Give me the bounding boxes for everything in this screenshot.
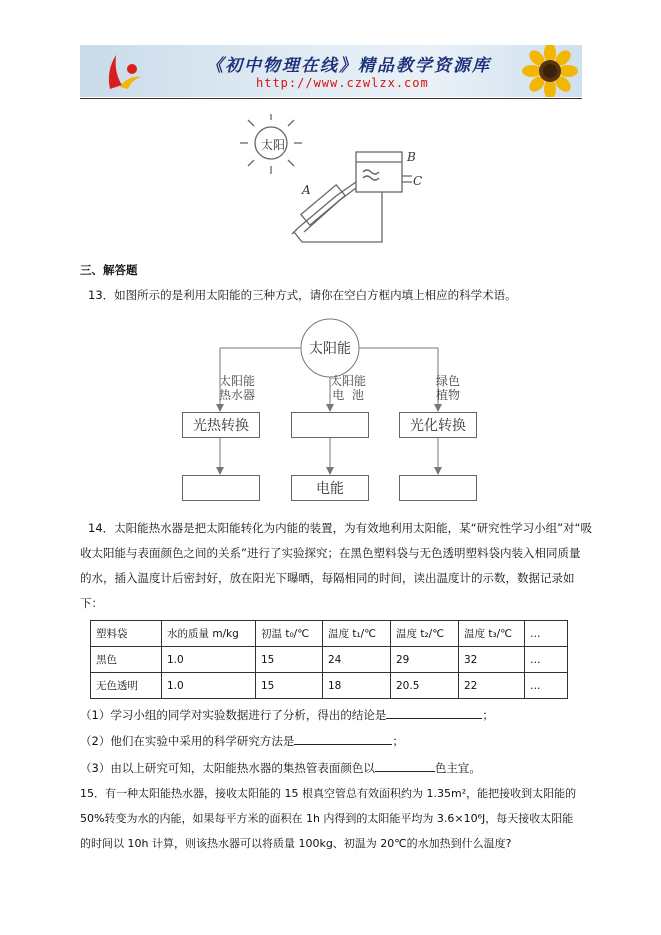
table-cell: 无色透明 <box>91 673 162 699</box>
answer-blank-1[interactable] <box>386 707 482 719</box>
table-cell: 24 <box>323 647 391 673</box>
label-solar-cell: 太阳能 电 池 <box>330 374 367 402</box>
box-electric-energy: 电能 <box>291 475 369 501</box>
table-row <box>91 673 568 699</box>
solar-heater-figure <box>230 110 430 250</box>
table-cell: 29 <box>391 647 459 673</box>
answer-blank-2[interactable] <box>294 733 392 745</box>
table-cell: … <box>525 673 568 699</box>
label-b: B <box>407 150 416 164</box>
table-cell: 黑色 <box>91 647 162 673</box>
table-cell: 15 <box>256 647 323 673</box>
q15-line1: 15．有一种太阳能热水器，接收太阳能的 15 根真空管总有效面积约为 1.35m²，能把接收到太阳能的 <box>80 787 577 800</box>
answer-blank-3[interactable] <box>375 760 435 772</box>
table-cell: 22 <box>459 673 525 699</box>
q14-line2: 收太阳能与表面颜色之间的关系”进行了实验探究；在黑色塑料袋与无色透明塑料袋内装入相同质量 <box>80 546 581 560</box>
q15-line2: 50%转变为水的内能，如果每平方米的面积在 1h 内得到的太阳能平均为 3.6×10⁶J，每天接收太阳能 <box>80 812 574 825</box>
table-cell: 32 <box>459 647 525 673</box>
table-header-cell: 初温 t₀/℃ <box>256 621 323 647</box>
q14-sub2 <box>80 733 404 749</box>
q14-line4: 下： <box>80 596 103 610</box>
label-a: A <box>302 183 311 197</box>
q14-sub1 <box>80 707 494 723</box>
table-cell: 1.0 <box>162 647 256 673</box>
q14-sub1-end: ； <box>482 708 494 722</box>
header-divider <box>80 98 582 99</box>
table-header-cell: … <box>525 621 568 647</box>
table-row <box>91 647 568 673</box>
sun-label: 太阳 <box>261 138 286 152</box>
q14-sub3-text: （3）由以上研究可知，太阳能热水器的集热管表面颜色以 <box>80 761 375 775</box>
q14-line3: 的水，插入温度计后密封好，放在阳光下曝晒，每隔相同的时间，读出温度计的示数，数据记录如 <box>80 571 575 585</box>
solar-energy-node: 太阳能 <box>309 341 351 357</box>
box-photochemical: 光化转换 <box>399 412 477 438</box>
box-photothermal: 光热转换 <box>182 412 260 438</box>
q14-sub2-text: （2）他们在实验中采用的科学研究方法是 <box>80 734 295 748</box>
box-blank-right[interactable] <box>399 475 477 501</box>
section-heading: 三、解答题 <box>80 263 138 277</box>
table-header-cell: 温度 t₃/℃ <box>459 621 525 647</box>
q15-line3: 的时间以 10h 计算，则该热水器可以将质量 100kg、初温为 20℃的水加热到什么温度? <box>80 837 512 850</box>
label-green-plant: 绿色 植物 <box>436 374 461 402</box>
table-header-row <box>91 621 568 647</box>
label-c: C <box>413 174 423 188</box>
header-banner <box>80 45 582 97</box>
table-cell: 20.5 <box>391 673 459 699</box>
table-header-cell: 水的质量 m/kg <box>162 621 256 647</box>
q14-line1: 14．太阳能热水器是把太阳能转化为内能的装置，为有效地利用太阳能，某“研究性学习小组”对“吸 <box>88 521 593 535</box>
sunflower-icon <box>512 45 582 97</box>
table-cell: 18 <box>323 673 391 699</box>
q14-sub3-end: 色主宜。 <box>434 761 481 775</box>
table-cell: 15 <box>256 673 323 699</box>
logo-icon <box>102 49 148 93</box>
table-cell: 1.0 <box>162 673 256 699</box>
banner-url[interactable]: http://www.czwlzx.com <box>256 76 429 90</box>
table-header-cell: 塑料袋 <box>91 621 162 647</box>
data-table <box>90 620 568 699</box>
q14-sub2-end: ； <box>392 734 404 748</box>
q14-sub1-text: （1）学习小组的同学对实验数据进行了分析，得出的结论是 <box>80 708 387 722</box>
table-header-cell: 温度 t₂/℃ <box>391 621 459 647</box>
box-blank-left[interactable] <box>182 475 260 501</box>
box-blank-mid[interactable] <box>291 412 369 438</box>
banner-title: 《初中物理在线》精品教学资源库 <box>206 56 491 76</box>
q14-sub3 <box>80 760 481 776</box>
table-cell: … <box>525 647 568 673</box>
q13-text: 13．如图所示的是利用太阳能的三种方式，请你在空白方框内填上相应的科学术语。 <box>88 288 517 302</box>
table-header-cell: 温度 t₁/℃ <box>323 621 391 647</box>
label-solar-water-heater: 太阳能 热水器 <box>219 374 256 402</box>
